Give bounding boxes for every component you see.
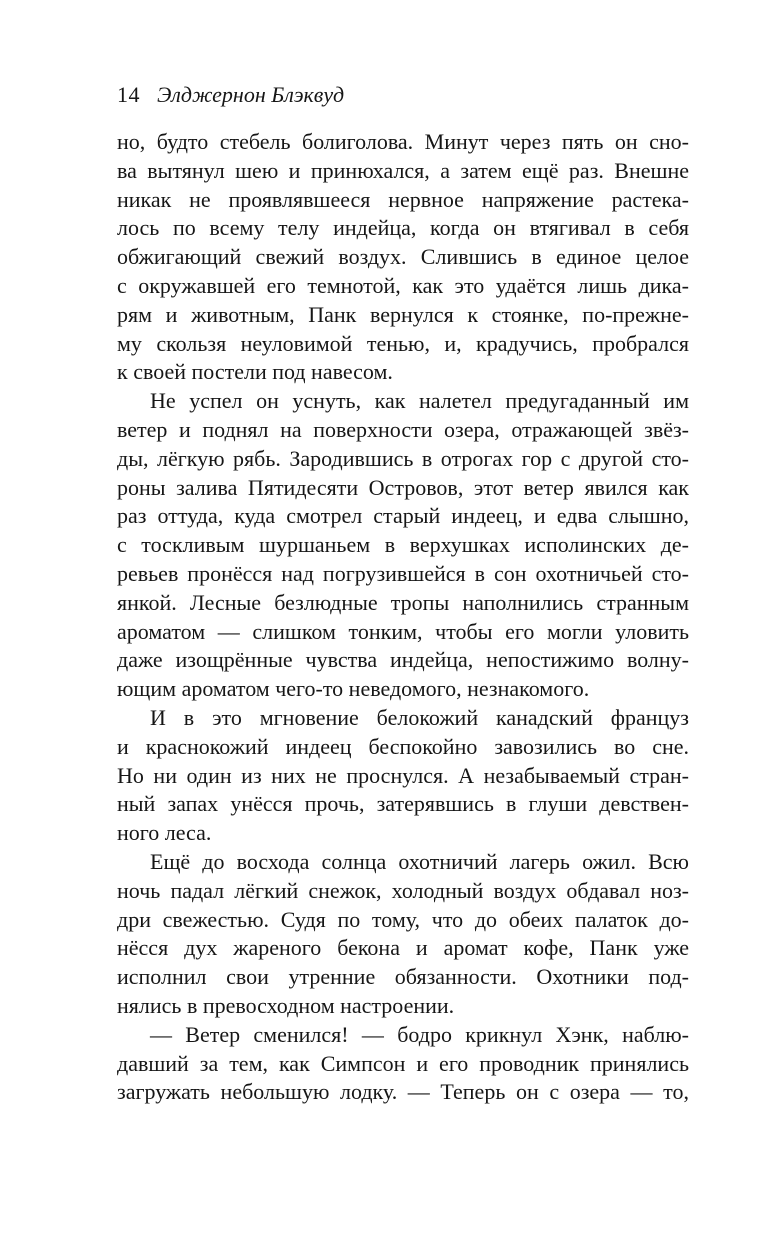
paragraph — [117, 704, 689, 848]
text-line: ревьев пронёсся над погрузившейся в сон охотничьей сто- — [117, 560, 689, 586]
text-line: и краснокожий индеец беспокойно завозились во сне. — [117, 733, 689, 759]
text-line: никак не проявлявшееся нервное напряжение растека- — [117, 186, 689, 212]
text-line: му скользя неуловимой тенью, и, крадучись, пробрался — [117, 330, 689, 356]
text-line: ющим ароматом чего-то неведомого, незнакомого. — [117, 676, 590, 702]
paragraph — [117, 1021, 689, 1107]
text-line: Ещё до восхода солнца охотничий лагерь ожил. Всю — [150, 848, 689, 874]
text-line: роны залива Пятидесяти Островов, этот ветер явился как — [117, 474, 689, 500]
paragraph — [117, 848, 689, 1021]
paragraph — [117, 387, 689, 704]
text-line: ва вытянул шею и принюхался, а затем ещё раз. Внешне — [117, 157, 689, 183]
text-line: лось по всему телу индейца, когда он втягивал в себя — [117, 215, 689, 241]
text-line: даже изощрённые чувства индейца, непостижимо волну- — [117, 647, 689, 673]
text-line: дри свежестью. Судя по тому, что до обеих палаток до- — [117, 906, 689, 932]
text-line: с тоскливым шуршаньем в верхушках исполинских де- — [117, 532, 689, 558]
page-body — [117, 128, 689, 1107]
text-line: нялись в превосходном настроении. — [117, 992, 455, 1018]
text-line: рям и животным, Панк вернулся к стоянке, по-прежне- — [117, 301, 689, 327]
text-line: загружать небольшую лодку. — Теперь он с озера — то, — [117, 1079, 689, 1105]
text-line: ароматом — слишком тонким, чтобы его могли уловить — [117, 618, 689, 644]
text-line: ный запах унёсся прочь, затерявшись в глуши девствен- — [117, 791, 689, 817]
text-line: — Ветер сменился! — бодро крикнул Хэнк, наблю- — [150, 1021, 689, 1047]
text-line: обжигающий свежий воздух. Слившись в единое целое — [117, 244, 689, 270]
text-line: янкой. Лесные безлюдные тропы наполнились странным — [117, 589, 689, 615]
page-header — [117, 82, 344, 108]
text-line: Но ни один из них не проснулся. А незабываемый стран- — [117, 762, 689, 788]
text-line: ного леса. — [117, 820, 212, 846]
paragraph — [117, 128, 689, 387]
text-line: ды, лёгкую рябь. Зародившись в отрогах гор с другой сто- — [117, 445, 689, 471]
page-number: 14 — [117, 82, 140, 107]
text-line: но, будто стебель болиголова. Минут через пять он сно- — [117, 129, 689, 154]
text-line: давший за тем, как Симпсон и его проводник принялись — [117, 1050, 689, 1076]
text-line: к своей постели под навесом. — [117, 359, 393, 385]
text-line: ветер и поднял на поверхности озера, отражающей звёз- — [117, 416, 689, 442]
text-line: И в это мгновение белокожий канадский француз — [150, 704, 689, 730]
text-line: Не успел он уснуть, как налетел предугаданный им — [150, 388, 689, 414]
text-line: ночь падал лёгкий снежок, холодный воздух обдавал ноз- — [117, 877, 689, 903]
text-line: раз оттуда, куда смотрел старый индеец, и едва слышно, — [117, 503, 689, 529]
running-title: Элджернон Блэквуд — [157, 82, 345, 107]
text-line: исполнил свои утренние обязанности. Охотники под- — [117, 964, 689, 990]
text-line: с окружавшей его темнотой, как это удаётся лишь дика- — [117, 272, 689, 298]
text-line: нёсся дух жареного бекона и аромат кофе, Панк уже — [117, 935, 689, 961]
